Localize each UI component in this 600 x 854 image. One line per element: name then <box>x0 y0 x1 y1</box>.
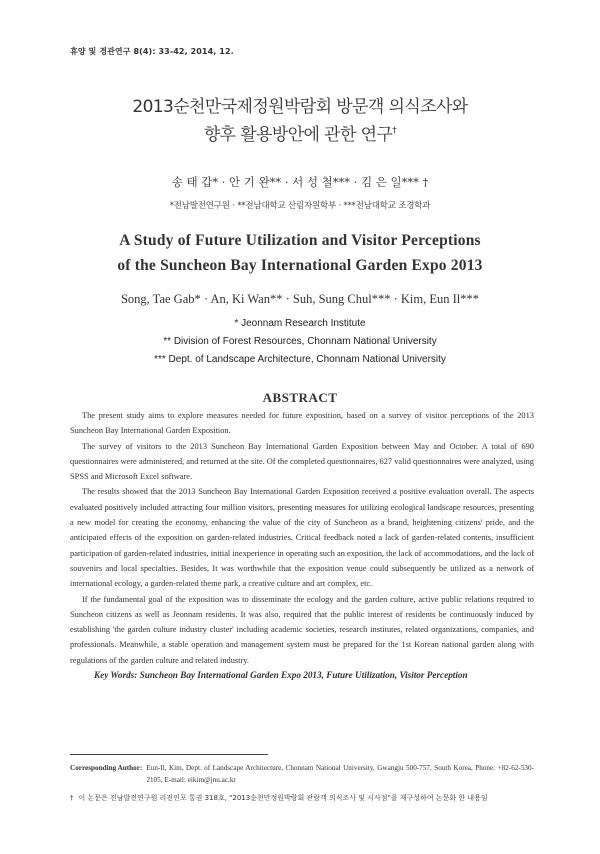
corresponding-author-text: Eun-Il, Kim, Dept. of Landscape Architecture, Chonnam National University, Gwangju 500-757, South Korea, Phone: +82-62-530-2105, E-mail: eikim@jnu.ac.kr <box>146 764 534 784</box>
english-title-line2: of the Suncheon Bay International Garden Expo 2013 <box>117 257 483 274</box>
journal-citation: 휴양 및 경관연구 8(4): 33-42, 2014, 12. <box>70 47 234 56</box>
english-affiliation-1: * Jeonnam Research Institute <box>234 318 366 329</box>
source-note <box>70 793 534 805</box>
korean-affiliations: *전남발전연구원 · **전남대학교 산림자원학부 · ***전남대학교 조경학과 <box>169 201 431 211</box>
abstract-paragraph: The results showed that the 2013 Suncheon Bay International Garden Exposition received a positive evaluation overall. The aspects evaluated positively included attracting four million visitors, presenting measures for utilizing ecological landscape resources, presenting a new model for creating the economy, enhancing the value of the city of Suncheon as a brand, heightening citizens' pride, and the anticipated effects of the exposition on garden-related industries. Critical feedback noted a lack of garden-related contents, insufficient participation of garden-related industries, initial inexperience in operating such an exposition, the lack of accommodations, and the lack of souvenirs and local specialties. Besides, It was worthwhile that the exposition venue could subsequently be utilized as a network of international ecology, a garden-related theme park, a creative culture and art complex, etc. <box>70 487 534 589</box>
source-note-text: 이 논문은 전남발전연구원 리전인포 통권 318호, "2013순천만정원박람회 관람객 의식조사 및 시사점"을 재구성하여 논문화 한 내용임 <box>78 793 488 802</box>
korean-title-line2 <box>0 120 600 145</box>
source-note-label: † <box>70 793 74 802</box>
korean-title-line1: 2013순천만국제정원박람회 방문객 의식조사와 <box>132 97 468 117</box>
abstract-paragraph: The survey of visitors to the 2013 Suncheon Bay International Garden Exposition between May and October. A total of 690 questionnaires were administered, and returned at the site. Of the completed questionnaires, 627 valid questionnaires were analyzed, using SPSS and Microsoft Excel software. <box>70 441 534 482</box>
corresponding-author-label: Corresponding Author: <box>70 764 143 772</box>
english-affiliation-3: *** Dept. of Landscape Architecture, Chonnam National University <box>154 354 446 365</box>
abstract-heading: ABSTRACT <box>262 390 338 405</box>
corresponding-author-note <box>70 763 534 787</box>
footnote-divider <box>70 754 268 755</box>
abstract-body <box>70 408 534 683</box>
abstract-paragraph: The present study aims to explore measures needed for future exposition, based on a survey of visitor perceptions of the 2013 Suncheon Bay International Garden Exposition. <box>70 411 534 436</box>
keywords: Key Words: Suncheon Bay International Garden Expo 2013, Future Utilization, Visitor Perception <box>94 670 468 681</box>
korean-authors: 송 태 갑* · 안 기 완** · 서 성 철*** · 김 은 일*** † <box>171 175 429 189</box>
korean-title-line2-text: 향후 활용방안에 관한 연구 <box>203 125 393 145</box>
abstract-paragraph: If the fundamental goal of the exposition was to disseminate the ecology and the garden culture, active public relations required to Suncheon citizens as well as Jeonnam residents. It was also, required that the public interest of residents be continuously induced by establishing 'the garden culture industry cluster' including academic societies, research institutes, related organizations, companies, and professionals. Meanwhile, a stable operation and management system must be prepared for the 1st Korean national garden along with regulations of the garden culture and related industry. <box>70 594 534 665</box>
english-affiliation-2: ** Division of Forest Resources, Chonnam National University <box>163 336 437 347</box>
english-title-line1: A Study of Future Utilization and Visitor Perceptions <box>119 232 481 249</box>
english-authors: Song, Tae Gab* · An, Ki Wan** · Suh, Sung Chul*** · Kim, Eun Il*** <box>120 292 480 306</box>
dagger-mark: † <box>392 126 397 136</box>
footnotes <box>70 763 534 804</box>
